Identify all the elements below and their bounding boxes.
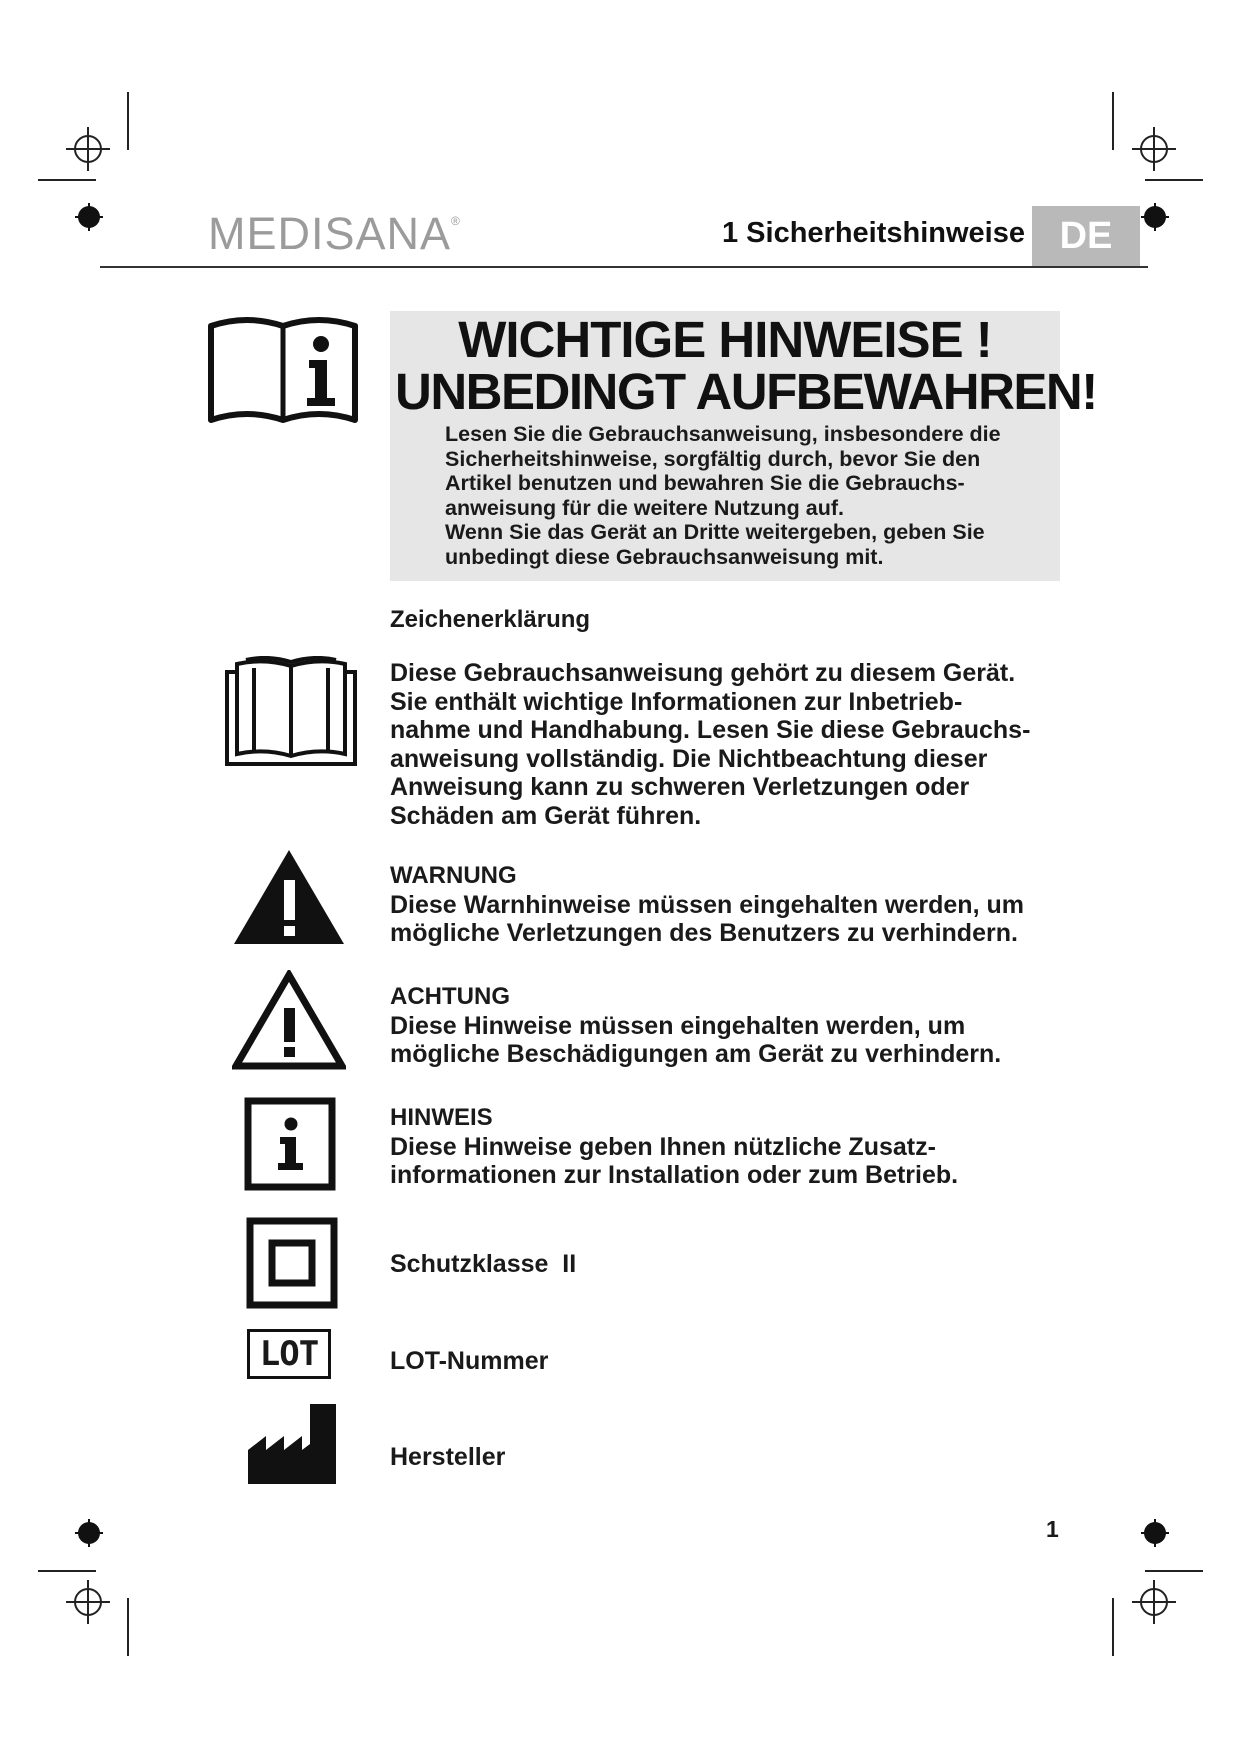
legend-text-line: Anweisung kann zu schweren Verletzungen oder (390, 773, 970, 801)
legend-text-line: Diese Hinweise müssen eingehalten werden, um (390, 1011, 966, 1040)
legend-item-manufacturer (390, 1443, 1090, 1472)
notice-body-line: anweisung für die weitere Nutzung auf. (445, 495, 844, 520)
caution-outline-icon (232, 970, 346, 1070)
legend-text-line: Schutzklasse II (390, 1250, 577, 1278)
legend-text-line: mögliche Verletzungen des Benutzers zu verhindern. (390, 919, 1018, 947)
legend-text-line: Diese Hinweise geben Ihnen nützliche Zusatz- (390, 1132, 936, 1161)
info-box-icon (244, 1097, 336, 1191)
legend-heading-note: HINWEIS (390, 1104, 493, 1131)
legend-heading-caution: ACHTUNG (390, 983, 510, 1010)
registration-dot-icon (78, 1522, 100, 1544)
registration-mark-icon (1132, 1580, 1176, 1624)
legend-item-lot (390, 1347, 1090, 1376)
legend-text-line: Diese Gebrauchsanweisung gehört zu diesem Gerät. (390, 659, 1016, 687)
lot-icon (247, 1329, 331, 1379)
notice-body-line: Wenn Sie das Gerät an Dritte weitergeben, geben Sie (445, 520, 985, 545)
legend-text-line: Diese Warnhinweise müssen eingehalten werden, um (390, 890, 1024, 919)
notice-heading-line1: WICHTIGE HINWEISE ! (458, 311, 992, 368)
registration-mark-icon (66, 1580, 110, 1624)
legend-text-line: LOT-Nummer (390, 1347, 549, 1375)
legend-text-line: Sie enthält wichtige Informationen zur Inbetrieb- (390, 687, 963, 716)
legend-text-line: mögliche Beschädigungen am Gerät zu verhindern. (390, 1040, 1002, 1068)
notice-body-line: Sicherheitshinweise, sorgfältig durch, bevor Sie den (445, 446, 981, 471)
legend-heading-warning: WARNUNG (390, 862, 517, 889)
read-manual-info-icon (207, 316, 359, 432)
page-number: 1 (1046, 1516, 1059, 1542)
registration-dot-icon (1144, 206, 1166, 228)
registration-dot-icon (1144, 1522, 1166, 1544)
section-title: 1 Sicherheitshinweise (721, 217, 1025, 249)
legend-text-line: nahme und Handhabung. Lesen Sie diese Gebrauchs- (390, 716, 1031, 744)
logo-text: MEDISANA (208, 208, 452, 259)
notice-body-line: unbedingt diese Gebrauchsanweisung mit. (445, 544, 884, 569)
legend-text-line: informationen zur Installation oder zum Betrieb. (390, 1161, 959, 1189)
open-book-icon (224, 656, 358, 768)
notice-body (445, 422, 1045, 570)
legend-item-protection-class (390, 1250, 1090, 1279)
protection-class-ii-icon (246, 1217, 338, 1309)
header-divider (100, 266, 1148, 268)
legend-item-warning (390, 862, 1090, 948)
legend-text-line: anweisung vollständig. Die Nichtbeachtung dieser (390, 744, 988, 773)
logo-registered-mark: ® (451, 214, 461, 228)
registration-mark-icon (1132, 127, 1176, 171)
language-badge: DE (1032, 206, 1140, 266)
notice-body-line: Lesen Sie die Gebrauchsanweisung, insbesondere die (445, 422, 1001, 446)
legend-item-manual (390, 659, 1090, 830)
medisana-logo (208, 208, 461, 260)
notice-body-line: Artikel benutzen und bewahren Sie die Gebrauchs- (445, 471, 965, 496)
legend-text-line: Hersteller (390, 1443, 506, 1471)
lot-icon-label: LOT (259, 1334, 319, 1374)
warning-filled-icon (232, 848, 346, 946)
registration-mark-icon (66, 127, 110, 171)
registration-dot-icon (78, 206, 100, 228)
manufacturer-icon (246, 1402, 338, 1486)
notice-heading-line2: UNBEDINGT AUFBEWAHREN! (395, 363, 1097, 420)
legend-item-note (390, 1104, 1090, 1190)
legend-text-line: Schäden am Gerät führen. (390, 801, 702, 830)
legend-title: Zeichenerklärung (390, 606, 591, 633)
legend-item-caution (390, 983, 1090, 1069)
